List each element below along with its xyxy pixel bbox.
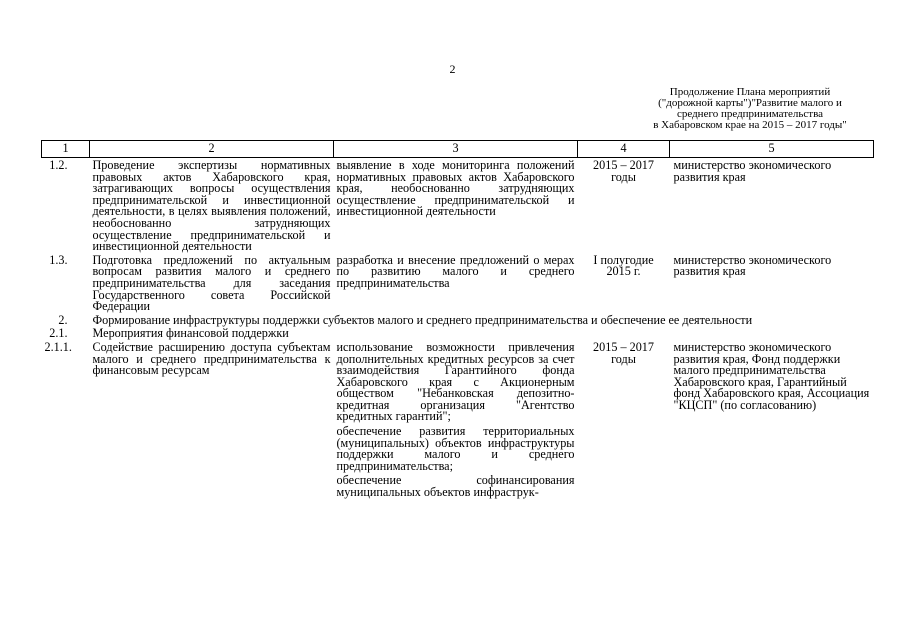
page-number: 2 <box>449 62 456 76</box>
result-paragraph: использование возможности привлечения дополнительных кредитных ресурсов за счет взаимодействия Гарантийного фонда Хабаровского края с Акционерным обществом "Небанковская депозитно-кредитная организация "Агентство кредитных гарантий"; <box>336 339 575 424</box>
measure-name: Проведение экспертизы нормативных правовых актов Хабаровского края, затрагивающих вопросы осуществления предпринимательской и инвестиционной деятельности, в целях выявления положений, необоснованно затрудняющих осуществление предпринимательской и инвестиционной деятельности <box>92 158 331 254</box>
table-row <box>42 158 874 253</box>
section-row <box>42 313 874 327</box>
responsible: министерство экономического развития края, Фонд поддержки малого предпринимательства Хабаровского края, Гарантийный фонд Хабаровского края, Ассоциация "КЦСП" (по согласованию) <box>673 339 870 412</box>
row-number: 1.2. <box>49 158 68 172</box>
row-number: 2. <box>58 312 68 327</box>
measure-name: Содействие расширению доступа субъектам малого и среднего предпринимательства к финансовым ресурсам <box>92 339 331 378</box>
section-row <box>42 326 874 340</box>
term: 2015 – 2017 годы <box>593 158 654 184</box>
header-col-4: 4 <box>578 141 670 158</box>
continuation-line: среднего предпринимательства <box>676 108 824 120</box>
term: 2015 – 2017 годы <box>593 339 654 366</box>
expected-result: разработка и внесение предложений о мерах по развитию малого и среднего предпринимательства <box>336 252 575 290</box>
measure-name: Подготовка предложений по актуальным вопросам развития малого и среднего предпринимательства для заседания Государственного совета Российской Федерации <box>92 252 331 314</box>
section-title: Мероприятия финансовой поддержки <box>92 326 289 341</box>
row-number: 1.3. <box>49 252 68 267</box>
term: I полугодие 2015 г. <box>593 252 654 279</box>
table-row <box>42 253 874 313</box>
header-col-2: 2 <box>90 141 334 158</box>
row-number: 2.1. <box>49 326 68 341</box>
header-col-1: 1 <box>42 141 90 158</box>
expected-result <box>334 340 578 502</box>
header-col-3: 3 <box>334 141 578 158</box>
result-paragraph: обеспечение софинансирования муниципальных объектов инфраструк- <box>336 473 575 500</box>
row-number: 2.1.1. <box>44 339 72 354</box>
expected-result: выявление в ходе мониторинга положений нормативных правовых актов Хабаровского края, необоснованно затрудняющих осуществление предпринимательской и инвестиционной деятельности <box>336 158 575 219</box>
result-paragraph: обеспечение развития территориальных (муниципальных) объектов инфраструктуры поддержки малого и среднего предпринимательства; <box>336 424 575 473</box>
continuation-line: в Хабаровском крае на 2015 – 2017 годы" <box>653 119 847 131</box>
measures-table <box>41 140 874 502</box>
continuation-line: ("дорожной карты")"Развитие малого и <box>658 97 842 109</box>
responsible: министерство экономического развития края <box>673 252 832 279</box>
continuation-heading <box>600 87 900 131</box>
section-title: Формирование инфраструктуры поддержки субъектов малого и среднего предпринимательства и обеспечение ее деятельности <box>92 312 753 327</box>
responsible: министерство экономического развития края <box>673 158 832 184</box>
header-col-5: 5 <box>670 141 874 158</box>
continuation-line: Продолжение Плана мероприятий <box>669 86 831 98</box>
table-header-row <box>42 141 874 158</box>
table-row <box>42 340 874 502</box>
